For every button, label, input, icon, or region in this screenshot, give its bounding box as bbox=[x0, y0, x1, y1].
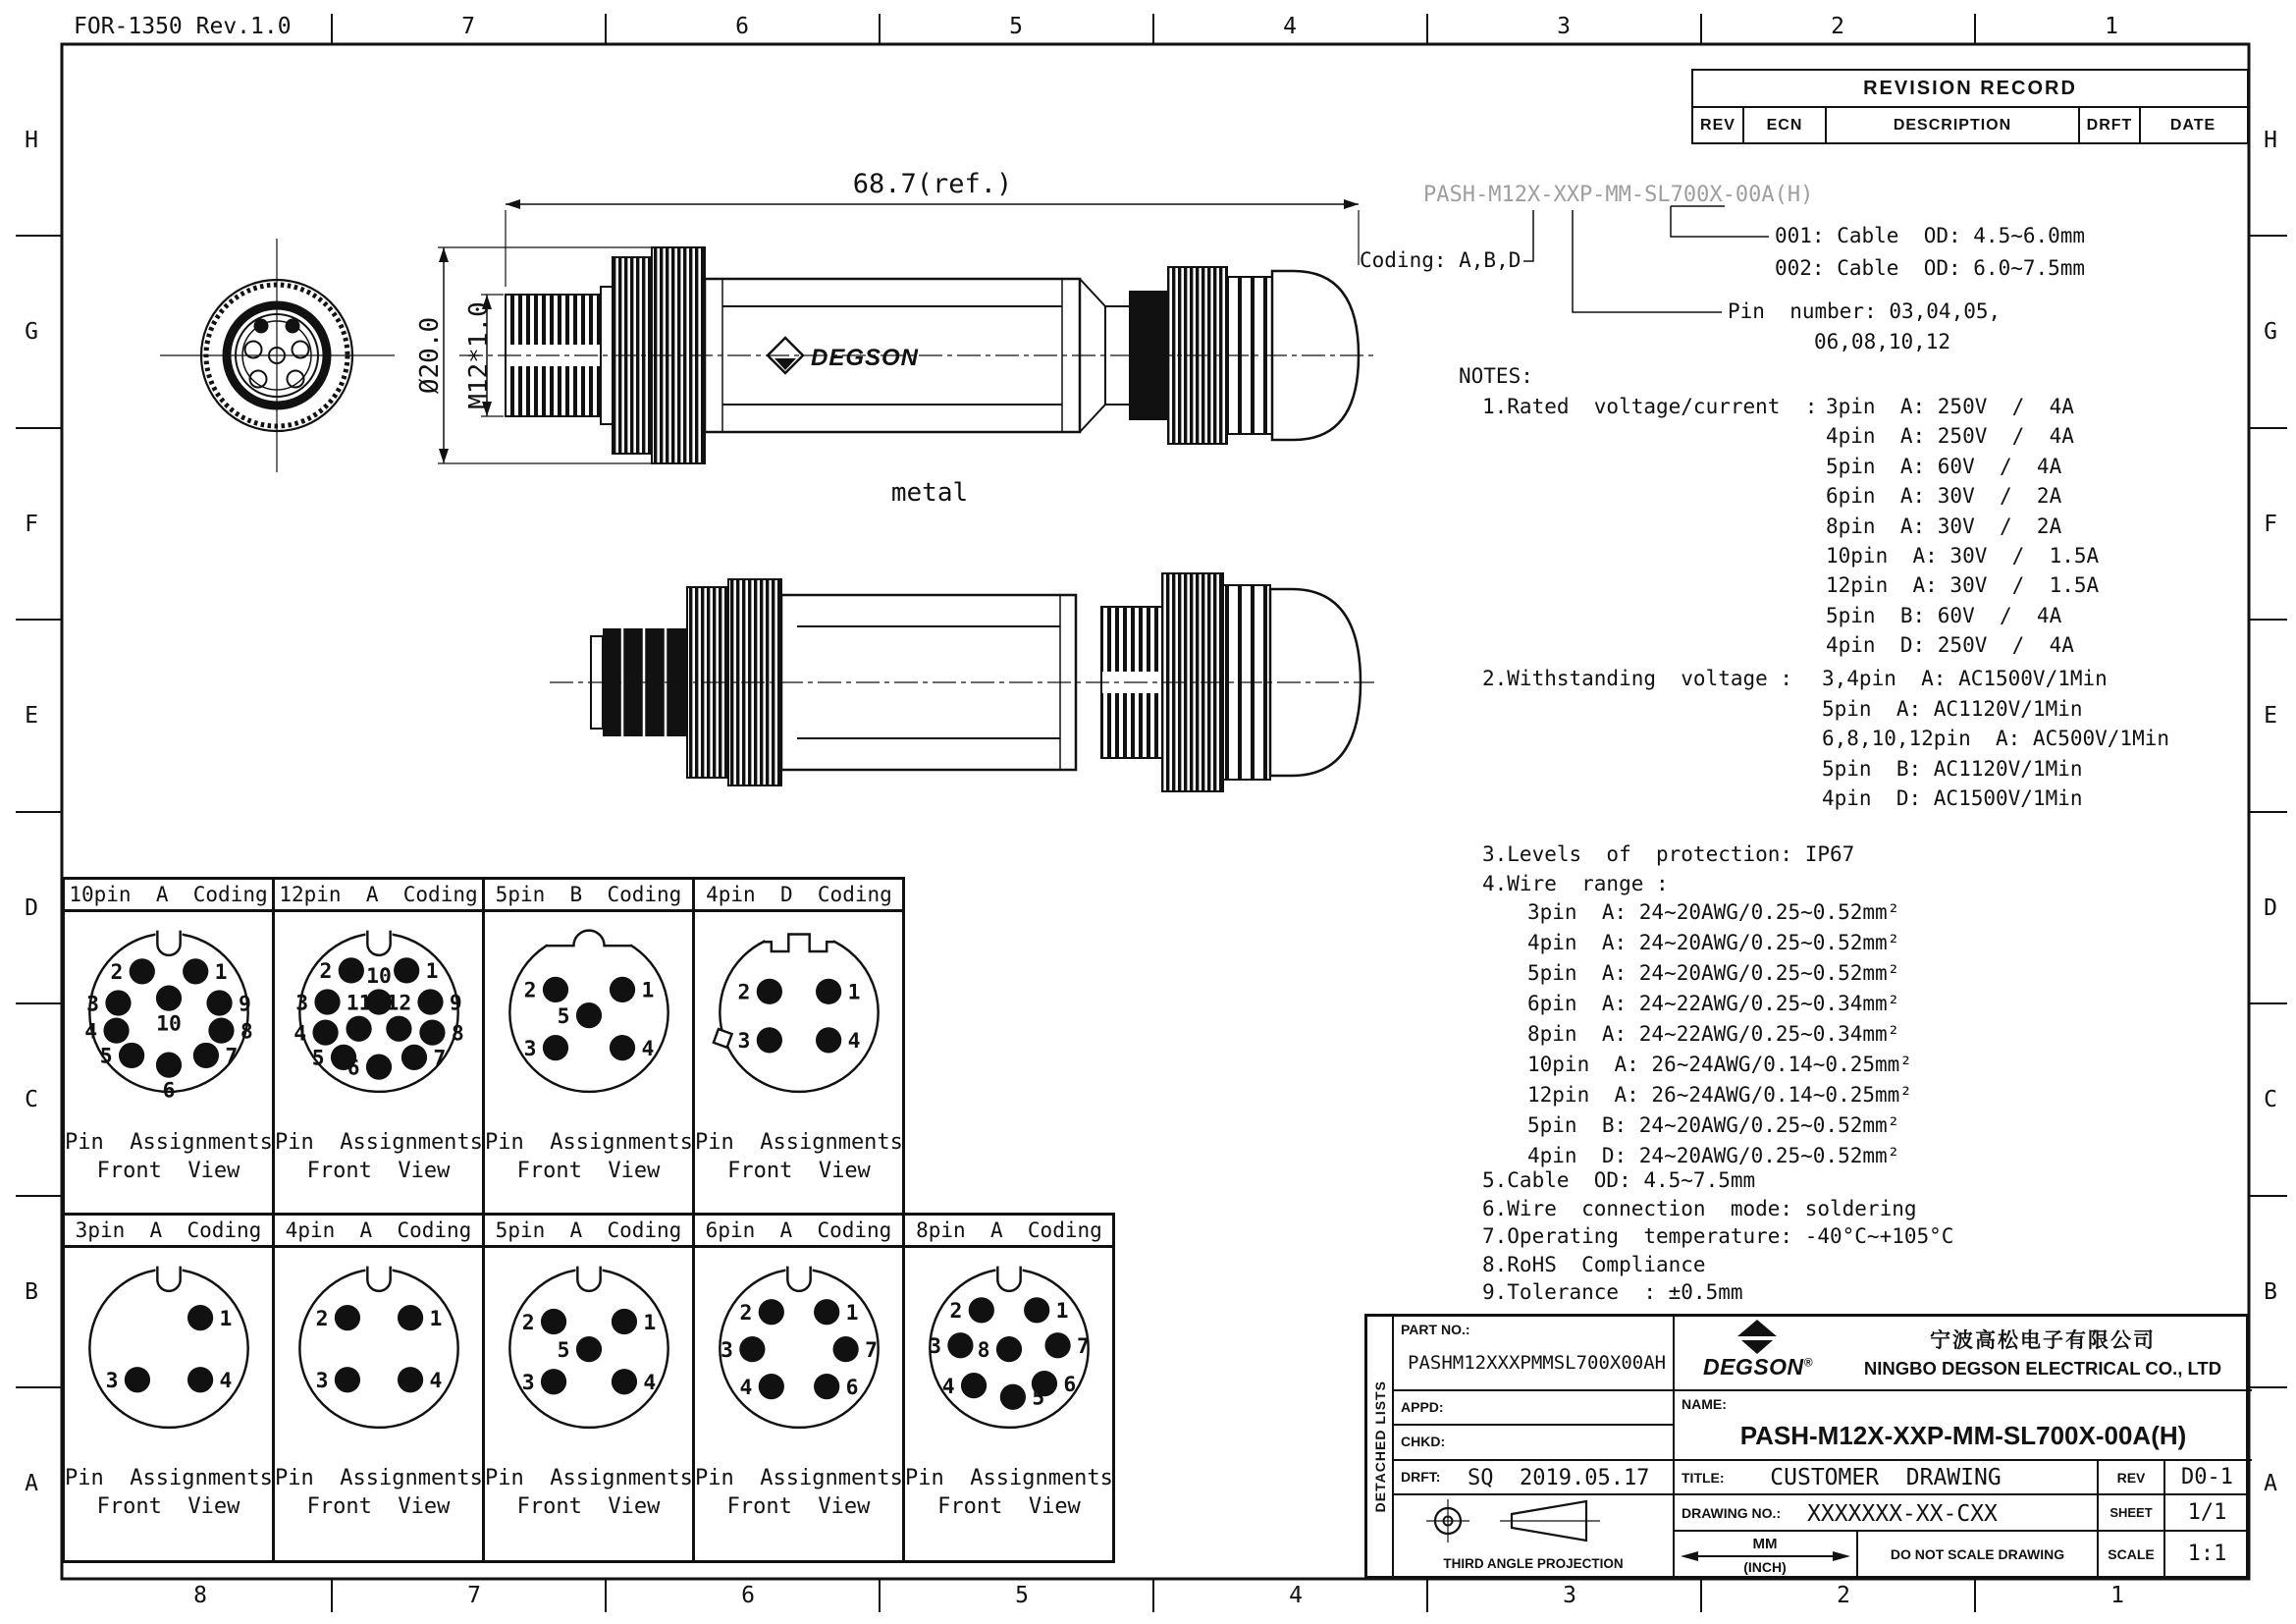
pin-face-4pinDCoding bbox=[697, 915, 901, 1123]
note-line: 6,8,10,12pin A: AC500V/1Min bbox=[1822, 727, 2170, 751]
svg-text:3: 3 bbox=[720, 1337, 733, 1363]
frame-col-top-4: 4 bbox=[1283, 14, 1297, 39]
detached-lists-label: DETACHED LISTS bbox=[1371, 1380, 1388, 1513]
pin-diagram-title: 6pin A Coding bbox=[695, 1216, 902, 1248]
pin-face-10pinACoding bbox=[67, 915, 271, 1123]
pin-caption-line2: Front View bbox=[96, 1494, 240, 1519]
svg-text:2: 2 bbox=[738, 1301, 752, 1326]
scale-value: 1:1 bbox=[2187, 1542, 2227, 1566]
pin-diagram-6pin-a-coding bbox=[695, 1216, 905, 1560]
frame-row-left-H: H bbox=[25, 128, 38, 153]
svg-text:3: 3 bbox=[315, 1369, 328, 1394]
svg-text:7: 7 bbox=[224, 1044, 238, 1069]
svg-text:4: 4 bbox=[219, 1369, 232, 1394]
svg-text:10: 10 bbox=[365, 964, 392, 990]
svg-text:3: 3 bbox=[105, 1369, 118, 1394]
note-line: 6pin A: 24~22AWG/0.25~0.34mm² bbox=[1527, 992, 1900, 1015]
frame-col-bottom-5: 5 bbox=[1015, 1583, 1029, 1608]
appd-label: APPD: bbox=[1401, 1399, 1444, 1415]
pin-assignment-row-2 bbox=[62, 1213, 1115, 1563]
appd-cell bbox=[1394, 1391, 1675, 1426]
svg-text:10: 10 bbox=[155, 1011, 182, 1037]
pin-caption-line1: Pin Assignments bbox=[905, 1466, 1113, 1490]
title-label: TITLE: bbox=[1682, 1470, 1725, 1486]
frame-row-left-A: A bbox=[25, 1471, 38, 1496]
pin-number-note-2: 06,08,10,12 bbox=[1814, 330, 1951, 353]
pin-caption-line2: Front View bbox=[516, 1159, 661, 1183]
svg-text:4: 4 bbox=[293, 1021, 306, 1047]
svg-text:7: 7 bbox=[432, 1046, 446, 1071]
note-line: 8pin A: 30V / 2A bbox=[1826, 514, 2062, 538]
drft-value: SQ 2019.05.17 bbox=[1468, 1466, 1650, 1490]
sheet-label-cell bbox=[2099, 1495, 2165, 1532]
svg-text:12: 12 bbox=[386, 991, 411, 1016]
svg-text:9: 9 bbox=[449, 991, 462, 1016]
note-line: 5.Cable OD: 4.5~7.5mm bbox=[1482, 1168, 1756, 1192]
pin-diagram-3pin-a-coding bbox=[65, 1216, 275, 1560]
part-no-value: PASHM12XXXPMMSL700X00AH bbox=[1408, 1352, 1667, 1374]
pin-diagram-title: 5pin B Coding bbox=[485, 880, 692, 912]
note-line: 4pin D: 24~20AWG/0.25~0.52mm² bbox=[1527, 1144, 1900, 1167]
frame-row-left-G: G bbox=[25, 319, 38, 345]
pin-caption-line1: Pin Assignments bbox=[65, 1466, 273, 1490]
pin-caption-line2: Front View bbox=[516, 1494, 661, 1519]
pin-number-note-1: Pin number: 03,04,05, bbox=[1728, 299, 2002, 323]
frame-row-left-D: D bbox=[25, 895, 38, 921]
dim-length-text: 68.7(ref.) bbox=[852, 169, 1013, 199]
projection-label: THIRD ANGLE PROJECTION bbox=[1443, 1556, 1624, 1571]
svg-text:1: 1 bbox=[214, 960, 228, 986]
rev-col-date: DATE bbox=[2169, 117, 2216, 134]
name-cell bbox=[1675, 1391, 2252, 1461]
rev-label-cell bbox=[2099, 1461, 2165, 1495]
scale-label-cell bbox=[2099, 1532, 2165, 1576]
company-cell bbox=[1675, 1317, 2252, 1391]
registered-mark: ® bbox=[1803, 1355, 1814, 1370]
no-scale-cell bbox=[1858, 1532, 2099, 1576]
frame-col-bottom-3: 3 bbox=[1563, 1583, 1576, 1608]
title-block bbox=[1364, 1314, 2249, 1579]
frame-col-top-1: 1 bbox=[2105, 14, 2118, 39]
note-line: 4pin A: 24~20AWG/0.25~0.52mm² bbox=[1527, 931, 1900, 954]
drawing-no-cell bbox=[1675, 1495, 2099, 1532]
unit-inch: (INCH) bbox=[1743, 1559, 1787, 1575]
svg-text:2: 2 bbox=[315, 1306, 328, 1331]
frame-col-bottom-6: 6 bbox=[741, 1583, 755, 1608]
pin-diagram-title: 8pin A Coding bbox=[905, 1216, 1113, 1248]
frame-row-right-C: C bbox=[2264, 1087, 2277, 1112]
part-number-code: PASH-M12X-XXP-MM-SL700X-00A(H) bbox=[1423, 183, 1814, 207]
title-cell bbox=[1675, 1461, 2099, 1495]
svg-text:1: 1 bbox=[642, 1310, 656, 1335]
svg-text:3: 3 bbox=[929, 1334, 941, 1360]
frame-row-left-B: B bbox=[25, 1279, 38, 1305]
rev-value: D0-1 bbox=[2181, 1465, 2233, 1489]
svg-text:3: 3 bbox=[294, 991, 308, 1016]
frame-col-top-2: 2 bbox=[1831, 14, 1844, 39]
svg-text:3: 3 bbox=[521, 1370, 535, 1395]
pin-diagram-title: 10pin A Coding bbox=[65, 880, 272, 912]
detached-lists-strip bbox=[1367, 1317, 1394, 1576]
svg-text:5: 5 bbox=[557, 1337, 570, 1363]
frame-col-bottom-8: 8 bbox=[193, 1583, 207, 1608]
svg-text:1: 1 bbox=[640, 978, 654, 1003]
pin-face-3pinACoding bbox=[67, 1251, 271, 1459]
note-line: 10pin A: 26~24AWG/0.14~0.25mm² bbox=[1527, 1053, 1912, 1076]
frame-row-right-F: F bbox=[2264, 512, 2277, 537]
frame-row-left-F: F bbox=[25, 512, 38, 537]
frame-col-top-6: 6 bbox=[735, 14, 749, 39]
svg-text:3: 3 bbox=[85, 992, 99, 1017]
note-line: 4.Wire range : bbox=[1482, 872, 1669, 895]
svg-text:6: 6 bbox=[162, 1078, 175, 1104]
svg-text:7: 7 bbox=[1076, 1334, 1090, 1360]
frame-row-left-C: C bbox=[25, 1087, 38, 1112]
svg-text:8: 8 bbox=[240, 1019, 253, 1045]
coding-note: Coding: A,B,D bbox=[1360, 248, 1522, 272]
cable-od-option-2: 002: Cable OD: 6.0~7.5mm bbox=[1775, 256, 2086, 280]
svg-text:4: 4 bbox=[640, 1036, 654, 1061]
frame-row-right-E: E bbox=[2264, 703, 2277, 729]
note-line: 5pin B: 24~20AWG/0.25~0.52mm² bbox=[1527, 1113, 1900, 1137]
pin-diagram-title: 5pin A Coding bbox=[485, 1216, 692, 1248]
note-line: 7.Operating temperature: -40°C~+105°C bbox=[1482, 1224, 1954, 1248]
frame-col-bottom-7: 7 bbox=[467, 1583, 481, 1608]
frame-col-bottom-4: 4 bbox=[1289, 1583, 1303, 1608]
pin-caption-line1: Pin Assignments bbox=[485, 1130, 693, 1155]
drawing-no-label: DRAWING NO.: bbox=[1682, 1505, 1782, 1521]
company-name-cn: 宁波高松电子有限公司 bbox=[1930, 1329, 2156, 1352]
pin-caption-line1: Pin Assignments bbox=[695, 1130, 903, 1155]
svg-text:1: 1 bbox=[425, 959, 439, 985]
rev-col-rev: REV bbox=[1693, 108, 1744, 143]
pin-caption-line2: Front View bbox=[727, 1159, 871, 1183]
svg-text:5: 5 bbox=[99, 1044, 113, 1069]
note-line: 1.Rated voltage/current : bbox=[1482, 395, 1818, 418]
company-name-en: NINGBO DEGSON ELECTRICAL CO., LTD bbox=[1863, 1358, 2222, 1379]
connector-side-view-top bbox=[459, 247, 1374, 463]
note-line: 4pin D: 250V / 4A bbox=[1826, 633, 2074, 658]
note-line: 3pin A: 250V / 4A bbox=[1826, 395, 2074, 418]
pin-face-5pinBCoding bbox=[487, 915, 691, 1123]
sheet-label: SHEET bbox=[2109, 1505, 2153, 1520]
part-no-cell bbox=[1394, 1317, 1675, 1391]
svg-text:2: 2 bbox=[109, 960, 123, 986]
drft-cell bbox=[1394, 1461, 1675, 1495]
pin-face-6pinACoding bbox=[697, 1251, 901, 1459]
pin-caption-line2: Front View bbox=[306, 1494, 451, 1519]
degson-logo-mark bbox=[1735, 1320, 1779, 1355]
svg-text:8: 8 bbox=[977, 1337, 990, 1363]
svg-text:4: 4 bbox=[642, 1370, 656, 1395]
cable-od-option-1: 001: Cable OD: 4.5~6.0mm bbox=[1775, 224, 2086, 247]
pin-caption-line1: Pin Assignments bbox=[695, 1466, 903, 1490]
pin-caption-line1: Pin Assignments bbox=[275, 1130, 483, 1155]
svg-text:4: 4 bbox=[941, 1374, 955, 1399]
pin-caption-line1: Pin Assignments bbox=[65, 1130, 273, 1155]
note-line: 3pin A: 24~20AWG/0.25~0.52mm² bbox=[1527, 900, 1900, 924]
svg-text:3: 3 bbox=[523, 1036, 537, 1061]
svg-text:4: 4 bbox=[738, 1375, 752, 1400]
note-line: 3.Levels of protection: IP67 bbox=[1482, 842, 1855, 866]
pin-caption-line2: Front View bbox=[96, 1159, 240, 1183]
svg-text:8: 8 bbox=[451, 1021, 464, 1047]
svg-text:4: 4 bbox=[847, 1029, 861, 1055]
material-label: metal bbox=[890, 478, 969, 508]
note-line: 3,4pin A: AC1500V/1Min bbox=[1822, 667, 2108, 690]
svg-text:5: 5 bbox=[311, 1046, 325, 1071]
pin-assignment-row-1 bbox=[62, 877, 905, 1213]
pin-diagram-5pin-a-coding bbox=[485, 1216, 695, 1560]
svg-text:6: 6 bbox=[347, 1056, 360, 1081]
svg-text:1: 1 bbox=[845, 1301, 859, 1326]
note-line: 10pin A: 30V / 1.5A bbox=[1826, 544, 2100, 568]
svg-text:2: 2 bbox=[737, 980, 751, 1005]
drawing-no-value: XXXXXXX-XX-CXX bbox=[1807, 1501, 1998, 1527]
pin-diagram-8pin-a-coding bbox=[905, 1216, 1113, 1560]
note-line: 5pin A: AC1120V/1Min bbox=[1822, 696, 2083, 721]
name-label: NAME: bbox=[1682, 1396, 1727, 1412]
pin-diagram-5pin-b-coding bbox=[485, 880, 695, 1213]
title-value: CUSTOMER DRAWING bbox=[1770, 1465, 2002, 1490]
connector-side-view-bottom bbox=[550, 573, 1374, 791]
name-value: PASH-M12X-XXP-MM-SL700X-00A(H) bbox=[1739, 1421, 2187, 1450]
no-scale-label: DO NOT SCALE DRAWING bbox=[1890, 1545, 2065, 1562]
pin-diagram-title: 12pin A Coding bbox=[275, 880, 482, 912]
pin-diagram-title: 4pin D Coding bbox=[695, 880, 903, 912]
frame-col-bottom-1: 1 bbox=[2110, 1583, 2124, 1608]
rev-col-description: DESCRIPTION bbox=[1827, 108, 2080, 143]
svg-text:2: 2 bbox=[521, 1310, 535, 1335]
third-angle-projection-symbol bbox=[1394, 1495, 1669, 1550]
frame-col-top-7: 7 bbox=[461, 14, 475, 39]
pin-face-12pinACoding bbox=[277, 915, 481, 1123]
chkd-label: CHKD: bbox=[1401, 1434, 1446, 1449]
scale-value-cell bbox=[2165, 1532, 2249, 1576]
units-cell bbox=[1675, 1532, 1858, 1576]
note-line: 5pin A: 24~20AWG/0.25~0.52mm² bbox=[1527, 961, 1900, 985]
sheet-value: 1/1 bbox=[2187, 1500, 2227, 1525]
svg-text:1: 1 bbox=[219, 1306, 232, 1331]
revision-record-title: REVISION RECORD bbox=[1693, 71, 2247, 108]
frame-row-right-H: H bbox=[2264, 128, 2277, 153]
note-line: 4pin A: 250V / 4A bbox=[1826, 424, 2074, 449]
note-line: 2.Withstanding voltage : bbox=[1482, 667, 1793, 690]
frame-row-right-G: G bbox=[2264, 319, 2277, 345]
pin-caption-line1: Pin Assignments bbox=[485, 1466, 693, 1490]
frame-col-bottom-2: 2 bbox=[1837, 1583, 1850, 1608]
units-arrow bbox=[1675, 1532, 1856, 1576]
degson-logo-text: DEGSON® bbox=[1702, 1354, 1814, 1380]
svg-text:4: 4 bbox=[429, 1369, 442, 1394]
svg-text:6: 6 bbox=[845, 1375, 859, 1400]
pin-diagram-title: 4pin A Coding bbox=[275, 1216, 482, 1248]
pin-face-5pinACoding bbox=[487, 1251, 691, 1459]
degson-body-logo-text: DEGSON bbox=[811, 345, 920, 371]
rev-label: REV bbox=[2116, 1469, 2146, 1486]
doc-ref-label: FOR-1350 Rev.1.0 bbox=[74, 14, 292, 39]
svg-text:2: 2 bbox=[523, 978, 537, 1003]
frame-row-right-A: A bbox=[2264, 1471, 2277, 1496]
part-no-label: PART NO.: bbox=[1401, 1322, 1470, 1337]
svg-text:7: 7 bbox=[864, 1337, 878, 1363]
pin-diagram-4pin-a-coding bbox=[275, 1216, 485, 1560]
frame-row-right-B: B bbox=[2264, 1279, 2277, 1305]
rev-col-ecn: ECN bbox=[1744, 108, 1827, 143]
svg-text:1: 1 bbox=[429, 1306, 442, 1331]
pin-caption-line1: Pin Assignments bbox=[275, 1466, 483, 1490]
drft-label: DRFT: bbox=[1401, 1469, 1441, 1485]
note-line: 6pin A: 30V / 2A bbox=[1826, 484, 2062, 509]
revision-record-table bbox=[1691, 69, 2249, 144]
note-line: 8pin A: 24~22AWG/0.25~0.34mm² bbox=[1527, 1022, 1900, 1046]
svg-text:4: 4 bbox=[83, 1019, 97, 1045]
svg-text:5: 5 bbox=[557, 1003, 570, 1029]
svg-text:6: 6 bbox=[1063, 1372, 1077, 1397]
svg-text:11: 11 bbox=[346, 991, 371, 1016]
note-line: NOTES: bbox=[1459, 364, 1533, 388]
svg-text:2: 2 bbox=[949, 1299, 963, 1325]
pin-caption-line2: Front View bbox=[937, 1494, 1081, 1519]
rev-value-cell bbox=[2165, 1461, 2249, 1495]
chkd-cell bbox=[1394, 1426, 1675, 1461]
part-code-leaders bbox=[1523, 206, 1769, 312]
pin-caption-line2: Front View bbox=[726, 1494, 871, 1519]
pin-face-4pinACoding bbox=[277, 1251, 481, 1459]
svg-text:9: 9 bbox=[238, 992, 251, 1017]
frame-row-left-E: E bbox=[25, 703, 38, 729]
frame-col-top-3: 3 bbox=[1557, 14, 1571, 39]
note-line: 9.Tolerance : ±0.5mm bbox=[1482, 1280, 1743, 1304]
pin-caption-line2: Front View bbox=[306, 1159, 451, 1183]
svg-text:2: 2 bbox=[318, 959, 332, 985]
rev-col-drft: DRFT bbox=[2080, 108, 2141, 143]
svg-text:1: 1 bbox=[1055, 1299, 1069, 1325]
scale-label: SCALE bbox=[2108, 1545, 2155, 1562]
sheet-value-cell bbox=[2165, 1495, 2249, 1532]
pin-diagram-4pin-d-coding bbox=[695, 880, 903, 1213]
note-line: 4pin D: AC1500V/1Min bbox=[1822, 786, 2083, 811]
note-line: 12pin A: 26~24AWG/0.14~0.25mm² bbox=[1527, 1083, 1912, 1107]
unit-mm: MM bbox=[1752, 1536, 1778, 1552]
note-line: 12pin A: 30V / 1.5A bbox=[1826, 573, 2100, 598]
dim-thread-text: M12*1.0 bbox=[464, 301, 494, 409]
note-line: 5pin A: 60V / 4A bbox=[1826, 454, 2062, 478]
dim-diameter-text: Ø20.0 bbox=[415, 316, 445, 395]
projection-cell bbox=[1394, 1495, 1675, 1576]
frame-row-right-D: D bbox=[2264, 895, 2277, 921]
pin-diagram-10pin-a-coding bbox=[65, 880, 275, 1213]
svg-text:1: 1 bbox=[847, 980, 861, 1005]
note-line: 5pin B: AC1120V/1Min bbox=[1822, 756, 2083, 781]
connector-front-view bbox=[160, 239, 395, 472]
pin-diagram-title: 3pin A Coding bbox=[65, 1216, 272, 1248]
note-line: 6.Wire connection mode: soldering bbox=[1482, 1197, 1917, 1220]
note-line: 5pin B: 60V / 4A bbox=[1826, 603, 2062, 627]
svg-text:3: 3 bbox=[737, 1029, 751, 1055]
pin-face-8pinACoding bbox=[907, 1251, 1111, 1459]
pin-diagram-12pin-a-coding bbox=[275, 880, 485, 1213]
frame-col-top-5: 5 bbox=[1009, 14, 1023, 39]
note-line: 8.RoHS Compliance bbox=[1482, 1253, 1706, 1276]
svg-text:5: 5 bbox=[1032, 1385, 1045, 1411]
